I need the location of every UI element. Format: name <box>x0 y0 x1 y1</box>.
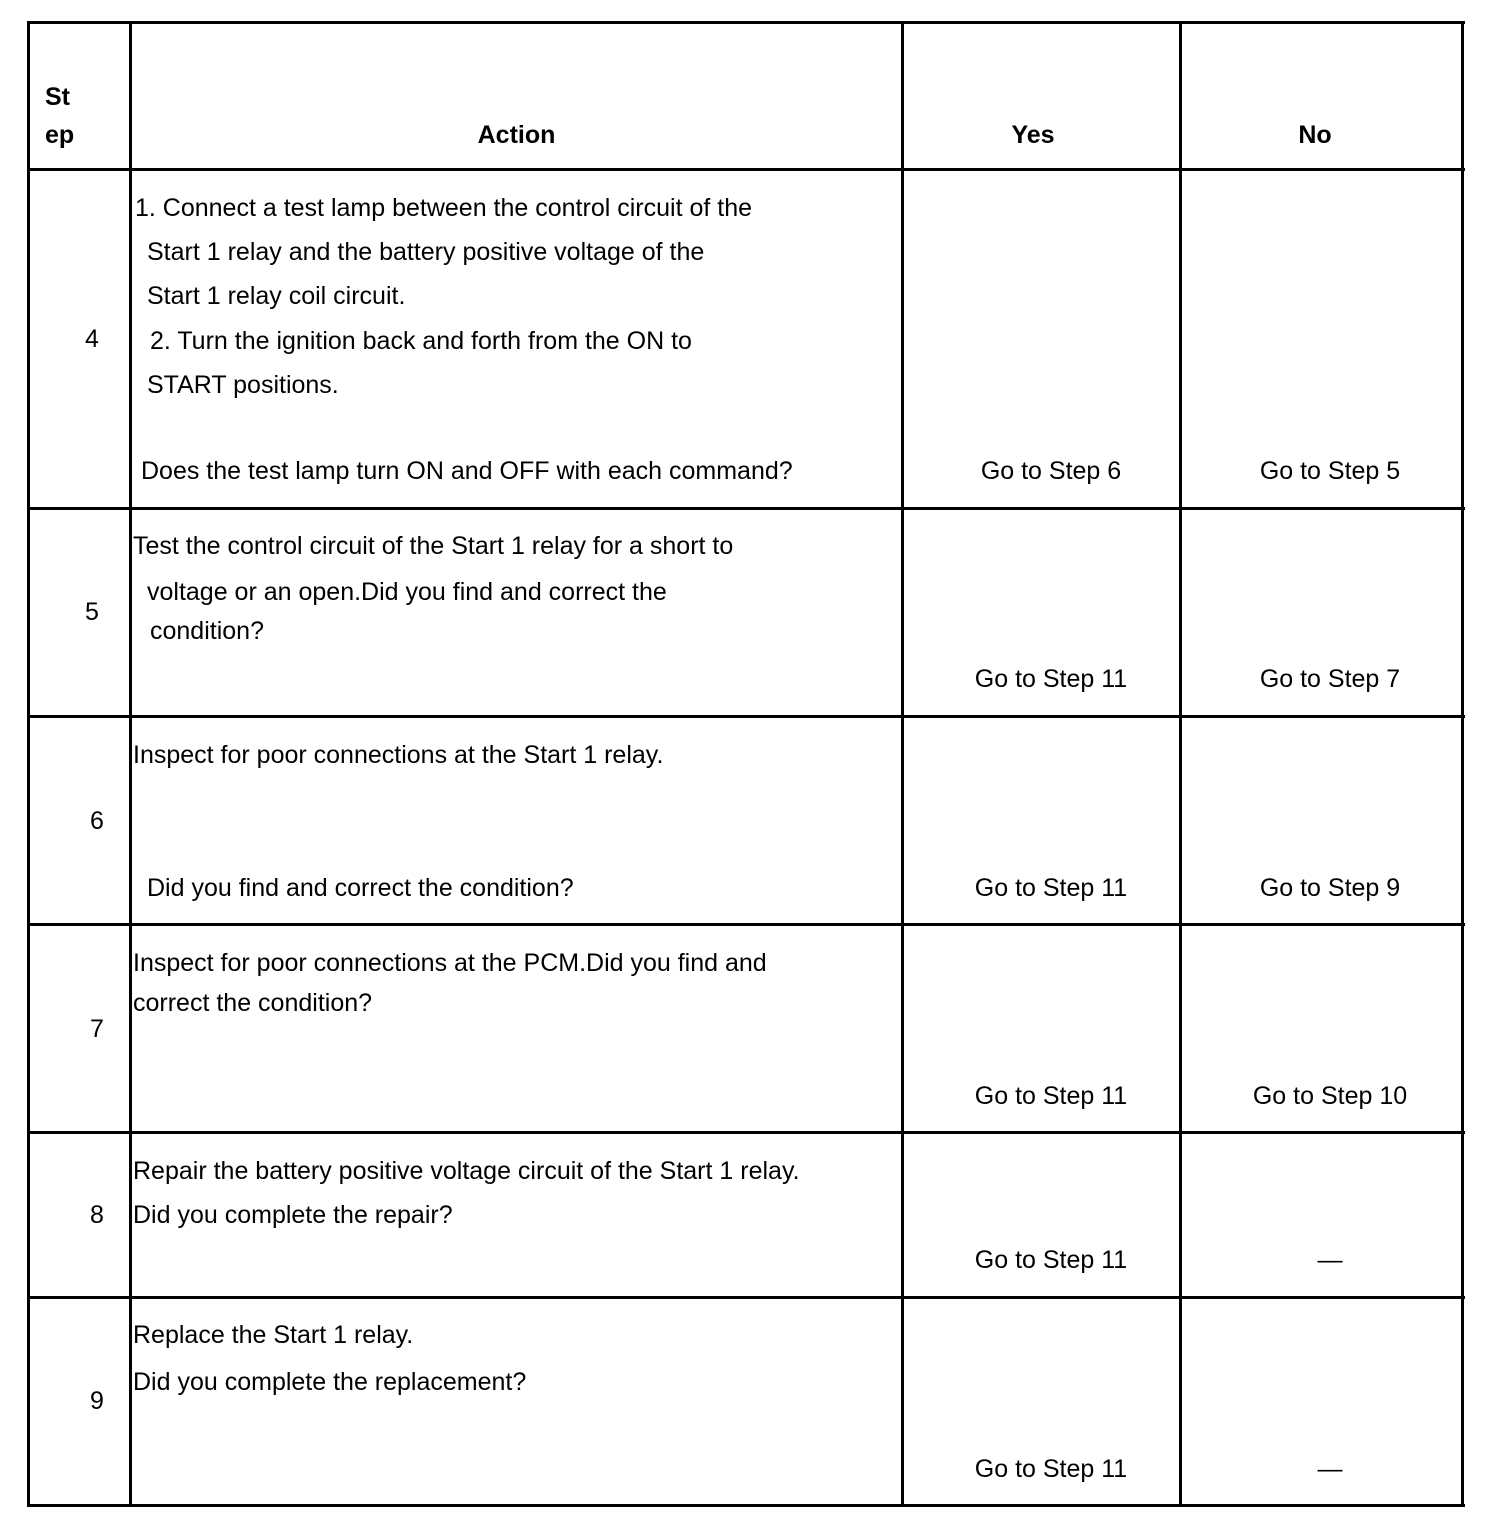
action-line: Inspect for poor connections at the PCM.Did you find and <box>133 949 767 977</box>
action-line: Did you complete the repair? <box>133 1201 453 1229</box>
action-line: 1. Connect a test lamp between the control circuit of the <box>135 194 753 222</box>
no-outcome: Go to Step 10 <box>1252 1082 1408 1110</box>
action-line: Did you find and correct the condition? <box>147 874 574 902</box>
yes-outcome: Go to Step 11 <box>974 1082 1128 1110</box>
action-line: Test the control circuit of the Start 1 relay for a short to <box>133 532 734 560</box>
table-border-left <box>27 21 30 1507</box>
row-divider <box>27 923 1465 926</box>
column-divider <box>1179 21 1182 1507</box>
yes-outcome: Go to Step 11 <box>974 1455 1128 1483</box>
action-line: voltage or an open.Did you find and correct the <box>147 578 667 606</box>
yes-outcome: Go to Step 11 <box>974 665 1128 693</box>
table-border-right <box>1461 21 1464 1507</box>
row-divider <box>27 715 1465 718</box>
action-line: Replace the Start 1 relay. <box>133 1321 414 1349</box>
table-border-top <box>27 21 1465 24</box>
action-line: Repair the battery positive voltage circuit of the Start 1 relay. <box>133 1157 800 1185</box>
column-divider <box>129 21 132 1507</box>
header-step-line1: St <box>45 83 70 111</box>
step-number: 8 <box>90 1201 104 1229</box>
column-divider <box>901 21 904 1507</box>
yes-outcome: Go to Step 11 <box>974 874 1128 902</box>
table-border-bottom <box>27 1504 1465 1507</box>
action-line: correct the condition? <box>133 989 373 1017</box>
action-line: Start 1 relay and the battery positive voltage of the <box>147 238 705 266</box>
yes-outcome: Go to Step 11 <box>974 1246 1128 1274</box>
no-outcome: Go to Step 5 <box>1259 457 1401 485</box>
row-divider <box>27 1131 1465 1134</box>
step-number: 4 <box>85 325 99 353</box>
no-outcome: — <box>1317 1246 1343 1274</box>
header-action: Action <box>477 121 556 149</box>
step-number: 9 <box>90 1387 104 1415</box>
action-line: Inspect for poor connections at the Start 1 relay. <box>133 741 664 769</box>
action-line: Start 1 relay coil circuit. <box>147 282 406 310</box>
no-outcome: Go to Step 7 <box>1259 665 1401 693</box>
row-divider <box>27 1296 1465 1299</box>
row-divider <box>27 507 1465 510</box>
action-line: condition? <box>150 617 264 645</box>
no-outcome: Go to Step 9 <box>1259 874 1401 902</box>
action-line: START positions. <box>147 371 339 399</box>
header-divider <box>27 168 1465 171</box>
action-line: Did you complete the replacement? <box>133 1368 527 1396</box>
no-outcome: — <box>1317 1455 1343 1483</box>
step-number: 5 <box>85 598 99 626</box>
yes-outcome: Go to Step 6 <box>980 457 1122 485</box>
step-number: 7 <box>90 1015 104 1043</box>
action-line: 2. Turn the ignition back and forth from the ON to <box>150 327 692 355</box>
header-no: No <box>1298 121 1332 149</box>
header-step-line2: ep <box>45 121 75 149</box>
action-line: Does the test lamp turn ON and OFF with each command? <box>141 457 793 485</box>
header-yes: Yes <box>1011 121 1055 149</box>
step-number: 6 <box>90 807 104 835</box>
